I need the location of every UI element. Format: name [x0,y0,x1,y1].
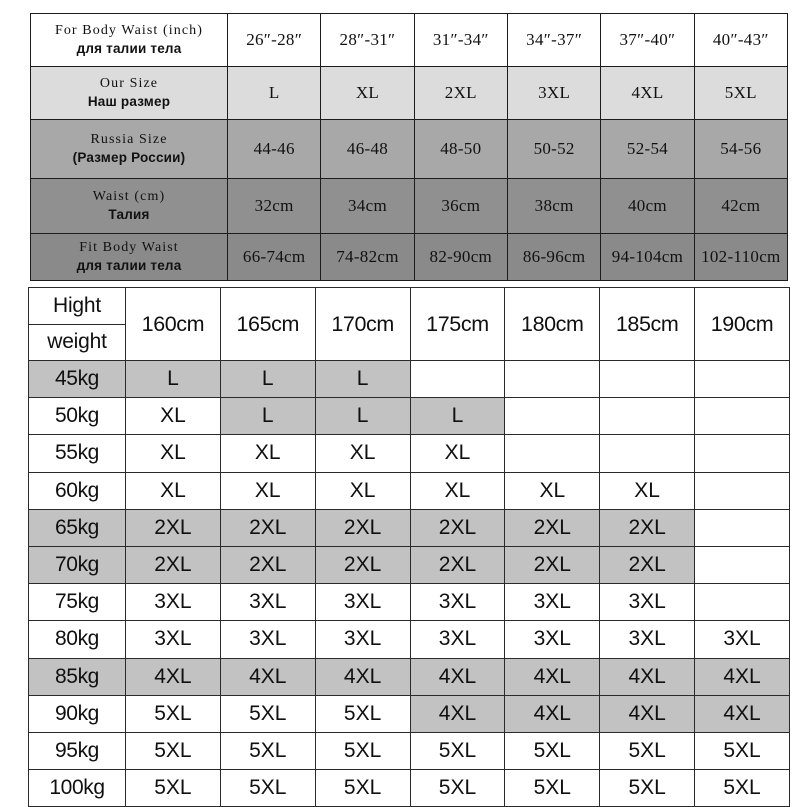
size-recommendation-cell: XL [220,472,315,509]
size-recommendation-cell: 4XL [410,658,505,695]
size-recommendation-cell: 3XL [315,584,410,621]
waist-table-cell: 31″-34″ [414,14,507,67]
waist-table-cell: 40″-43″ [694,14,787,67]
weight-table-row [29,658,790,695]
waist-row-label-en: For Body Waist (inch) [54,23,204,39]
size-recommendation-cell: 2XL [600,509,695,546]
waist-table-cell: 3XL [507,67,600,120]
weight-table-row [29,398,790,435]
size-recommendation-cell: 5XL [126,695,221,732]
corner-weight-label: weight [47,330,107,354]
size-recommendation-cell: 3XL [600,584,695,621]
waist-table-cell: 82-90cm [414,234,507,281]
size-recommendation-cell: 2XL [126,546,221,583]
size-recommendation-cell: 5XL [695,732,790,769]
size-recommendation-cell: 3XL [315,621,410,658]
size-recommendation-cell: 5XL [220,695,315,732]
size-recommendation-cell: 5XL [315,732,410,769]
waist-table-cell: 54-56 [694,120,787,179]
size-recommendation-cell: XL [126,398,221,435]
waist-table-cell: 37″-40″ [601,14,694,67]
size-recommendation-cell: XL [220,435,315,472]
size-recommendation-cell: L [220,361,315,398]
size-recommendation-cell: 5XL [220,732,315,769]
size-recommendation-cell: 5XL [600,732,695,769]
weight-row-header: 85kg [29,658,126,695]
size-recommendation-cell: 4XL [505,658,600,695]
size-recommendation-cell: 2XL [220,509,315,546]
waist-size-table-body [31,14,788,281]
size-recommendation-cell [600,398,695,435]
size-recommendation-cell: 4XL [315,658,410,695]
weight-row-header: 60kg [29,472,126,509]
size-recommendation-cell: XL [315,435,410,472]
weight-row-header: 55kg [29,435,126,472]
height-weight-corner-header [29,288,126,361]
size-recommendation-cell: XL [505,472,600,509]
waist-table-cell: 52-54 [601,120,694,179]
weight-table-row [29,435,790,472]
waist-table-cell: 44-46 [228,120,321,179]
waist-table-cell: 28″-31″ [321,14,414,67]
waist-row-label-ru: Талия [108,207,150,223]
waist-table-cell: 34cm [321,179,414,234]
size-recommendation-cell: 5XL [410,770,505,807]
weight-row-header: 80kg [29,621,126,658]
weight-table-row [29,770,790,807]
size-recommendation-cell: 2XL [505,546,600,583]
size-recommendation-cell [695,546,790,583]
height-column-header: 170cm [315,288,410,361]
size-recommendation-cell [505,435,600,472]
size-recommendation-cell: 2XL [220,546,315,583]
weight-row-header: 100kg [29,770,126,807]
weight-table-row [29,361,790,398]
size-recommendation-cell: 2XL [505,509,600,546]
size-recommendation-cell: 3XL [220,621,315,658]
size-recommendation-cell: 5XL [315,695,410,732]
size-recommendation-cell: 3XL [600,621,695,658]
waist-table-cell: 34″-37″ [507,14,600,67]
waist-table-row [31,14,788,67]
waist-row-label [31,234,228,281]
waist-table-cell: 66-74cm [228,234,321,281]
size-recommendation-cell [695,361,790,398]
waist-row-label [31,67,228,120]
waist-table-cell: 36cm [414,179,507,234]
waist-row-label-ru: (Размер России) [72,150,186,166]
size-recommendation-cell: 4XL [126,658,221,695]
waist-row-label [31,179,228,234]
waist-row-label-en: Fit Body Waist [79,240,179,256]
weight-row-header: 75kg [29,584,126,621]
waist-row-label-ru: Наш размер [87,94,171,110]
size-recommendation-cell: 2XL [410,509,505,546]
waist-row-label-ru: для талии тела [76,41,182,57]
waist-table-cell: 38cm [507,179,600,234]
height-column-header: 175cm [410,288,505,361]
size-recommendation-cell: L [220,398,315,435]
weight-row-header: 50kg [29,398,126,435]
size-recommendation-cell: 4XL [220,658,315,695]
size-recommendation-cell: 3XL [126,584,221,621]
size-recommendation-cell: 3XL [220,584,315,621]
weight-table-row [29,621,790,658]
size-recommendation-cell: 2XL [315,509,410,546]
size-recommendation-cell: 3XL [126,621,221,658]
size-recommendation-cell [505,398,600,435]
waist-row-label-en: Our Size [99,76,159,92]
waist-table-cell: 32cm [228,179,321,234]
size-recommendation-cell: 5XL [410,732,505,769]
waist-table-cell: 46-48 [321,120,414,179]
size-recommendation-cell: 4XL [695,695,790,732]
size-recommendation-cell: 5XL [600,770,695,807]
size-recommendation-cell: 3XL [410,584,505,621]
size-recommendation-cell [695,472,790,509]
height-column-header: 165cm [220,288,315,361]
size-recommendation-cell: 4XL [600,658,695,695]
waist-size-table [30,13,788,281]
weight-table-row [29,732,790,769]
waist-table-cell: 74-82cm [321,234,414,281]
size-recommendation-cell: 5XL [695,770,790,807]
size-recommendation-cell: XL [410,435,505,472]
height-column-header: 180cm [505,288,600,361]
size-recommendation-cell: XL [600,472,695,509]
waist-row-label [31,14,228,67]
size-recommendation-cell: L [315,398,410,435]
waist-table-cell: 50-52 [507,120,600,179]
size-recommendation-cell [600,361,695,398]
waist-table-cell: 5XL [694,67,787,120]
height-weight-size-table [28,287,790,807]
size-recommendation-cell: 3XL [505,621,600,658]
height-header-row [29,288,790,361]
weight-row-header: 45kg [29,361,126,398]
height-column-header: 185cm [600,288,695,361]
size-recommendation-cell: XL [410,472,505,509]
size-recommendation-cell: 2XL [315,546,410,583]
waist-table-cell: 40cm [601,179,694,234]
size-recommendation-cell: 5XL [505,770,600,807]
waist-table-row [31,234,788,281]
waist-table-cell: 94-104cm [601,234,694,281]
size-recommendation-cell: 2XL [126,509,221,546]
weight-table-row [29,472,790,509]
size-recommendation-cell: L [126,361,221,398]
size-recommendation-cell: XL [126,472,221,509]
weight-table-row [29,695,790,732]
size-recommendation-cell: L [410,398,505,435]
size-recommendation-cell: 5XL [126,732,221,769]
waist-table-row [31,67,788,120]
waist-table-cell: 2XL [414,67,507,120]
corner-height-label: Hight [29,288,125,325]
waist-row-label-en: Waist (cm) [92,189,166,205]
size-recommendation-cell: 5XL [315,770,410,807]
waist-table-cell: 86-96cm [507,234,600,281]
waist-table-cell: 42cm [694,179,787,234]
size-recommendation-cell [600,435,695,472]
size-recommendation-cell: 2XL [600,546,695,583]
waist-table-cell: 48-50 [414,120,507,179]
size-recommendation-cell: XL [126,435,221,472]
weight-row-header: 90kg [29,695,126,732]
size-recommendation-cell [410,361,505,398]
size-recommendation-cell: 5XL [126,770,221,807]
weight-table-row [29,509,790,546]
waist-table-cell: L [228,67,321,120]
size-recommendation-cell: 4XL [695,658,790,695]
size-recommendation-cell: XL [315,472,410,509]
weight-row-header: 70kg [29,546,126,583]
size-recommendation-cell: L [315,361,410,398]
size-recommendation-cell: 4XL [410,695,505,732]
size-recommendation-cell [695,584,790,621]
size-recommendation-cell: 3XL [410,621,505,658]
size-recommendation-cell [695,509,790,546]
waist-table-cell: XL [321,67,414,120]
waist-row-label-ru: для талии тела [76,258,182,274]
height-column-header: 160cm [126,288,221,361]
height-weight-table-body [29,288,790,807]
weight-table-row [29,546,790,583]
weight-row-header: 65kg [29,509,126,546]
height-column-header: 190cm [695,288,790,361]
weight-row-header: 95kg [29,732,126,769]
waist-table-row [31,179,788,234]
size-recommendation-cell: 5XL [505,732,600,769]
weight-table-row [29,584,790,621]
size-recommendation-cell: 5XL [220,770,315,807]
size-recommendation-cell: 3XL [695,621,790,658]
size-recommendation-cell: 2XL [410,546,505,583]
size-recommendation-cell [695,398,790,435]
waist-table-row [31,120,788,179]
size-recommendation-cell [695,435,790,472]
size-recommendation-cell: 3XL [505,584,600,621]
waist-table-cell: 4XL [601,67,694,120]
waist-row-label [31,120,228,179]
size-recommendation-cell [505,361,600,398]
size-recommendation-cell: 4XL [505,695,600,732]
waist-table-cell: 26″-28″ [228,14,321,67]
waist-row-label-en: Russia Size [90,132,168,148]
waist-table-cell: 102-110cm [694,234,787,281]
size-recommendation-cell: 4XL [600,695,695,732]
